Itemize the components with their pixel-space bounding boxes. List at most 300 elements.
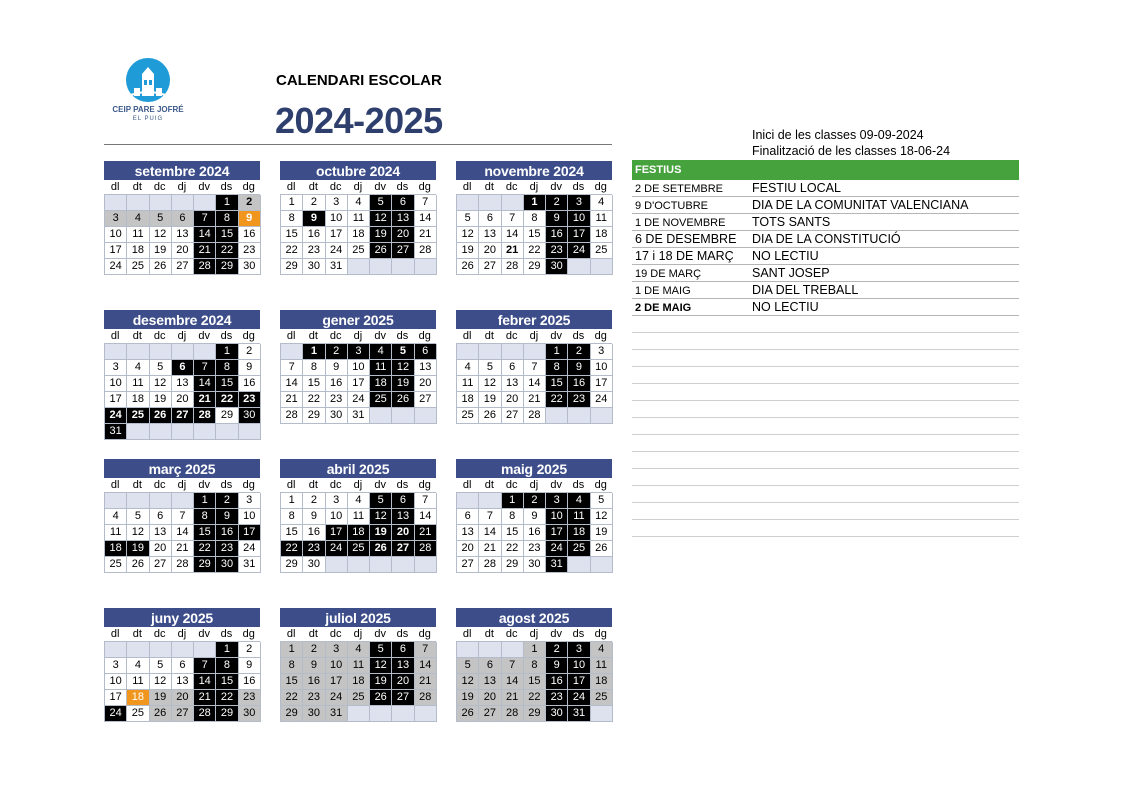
- day-cell: 24: [326, 690, 348, 706]
- weekday-label: dg: [418, 181, 431, 193]
- day-cell: 2: [303, 195, 325, 211]
- empty-day-cell: [479, 344, 501, 360]
- day-cell: 22: [281, 243, 303, 259]
- festiu-date: 6 DE DESEMBRE: [635, 232, 737, 246]
- weekday-label: dg: [418, 628, 431, 640]
- weekday-label: dt: [484, 330, 494, 342]
- school-logo: [104, 58, 192, 128]
- day-grid: [456, 641, 612, 722]
- day-cell: 26: [479, 408, 501, 424]
- day-cell: 17: [591, 376, 613, 392]
- day-cell: 24: [568, 243, 590, 259]
- day-cell: 26: [150, 259, 172, 275]
- day-cell: 6: [172, 360, 194, 376]
- day-cell: 23: [546, 243, 568, 259]
- empty-day-cell: [194, 195, 216, 211]
- empty-day-cell: [194, 642, 216, 658]
- festius-rows: [632, 180, 1019, 537]
- weekday-label: dj: [529, 181, 539, 193]
- day-cell: 20: [479, 243, 501, 259]
- day-cell: 16: [524, 525, 546, 541]
- day-cell: 12: [150, 674, 172, 690]
- day-cell: 30: [303, 706, 325, 722]
- day-cell: 9: [524, 509, 546, 525]
- empty-day-cell: [479, 493, 501, 509]
- empty-day-cell: [591, 706, 613, 722]
- day-cell: 30: [546, 706, 568, 722]
- day-cell: 4: [568, 493, 590, 509]
- day-cell: 28: [502, 706, 524, 722]
- day-cell: 18: [105, 541, 127, 557]
- weekday-label: dc: [329, 479, 342, 491]
- weekday-header: [280, 180, 436, 194]
- day-cell: 6: [502, 360, 524, 376]
- day-cell: 13: [479, 227, 501, 243]
- weekday-label: dt: [308, 330, 318, 342]
- empty-day-cell: [457, 344, 479, 360]
- festiu-empty-row: [632, 316, 1019, 333]
- day-cell: 15: [524, 674, 546, 690]
- day-cell: 14: [415, 211, 437, 227]
- day-cell: 5: [127, 509, 149, 525]
- day-cell: 3: [591, 344, 613, 360]
- day-cell: 25: [348, 541, 370, 557]
- weekday-label: dj: [529, 330, 539, 342]
- day-cell: 24: [348, 392, 370, 408]
- day-cell: 15: [502, 525, 524, 541]
- day-cell: 6: [392, 493, 414, 509]
- day-cell: 30: [546, 259, 568, 275]
- month-calendar: [104, 459, 260, 573]
- day-cell: 20: [172, 690, 194, 706]
- day-cell: 15: [194, 525, 216, 541]
- festiu-date: 2 DE MAIG: [635, 302, 692, 314]
- day-cell: 29: [524, 706, 546, 722]
- day-cell: 14: [194, 227, 216, 243]
- weekday-header: [280, 478, 436, 492]
- day-cell: 6: [392, 195, 414, 211]
- festiu-empty-row: [632, 503, 1019, 520]
- day-cell: 23: [216, 541, 238, 557]
- day-cell: 11: [348, 658, 370, 674]
- empty-day-cell: [370, 706, 392, 722]
- weekday-label: dg: [242, 330, 255, 342]
- day-cell: 1: [524, 195, 546, 211]
- day-cell: 21: [524, 392, 546, 408]
- day-cell: 21: [281, 392, 303, 408]
- day-cell: 22: [216, 392, 238, 408]
- day-cell: 27: [502, 408, 524, 424]
- day-cell: 22: [546, 392, 568, 408]
- weekday-header: [456, 180, 612, 194]
- day-cell: 6: [150, 509, 172, 525]
- day-cell: 17: [105, 690, 127, 706]
- day-cell: 1: [303, 344, 325, 360]
- weekday-label: dj: [177, 330, 187, 342]
- empty-day-cell: [194, 424, 216, 440]
- day-cell: 27: [392, 243, 414, 259]
- weekday-label: dv: [198, 479, 210, 491]
- weekday-label: dv: [374, 479, 386, 491]
- day-cell: 4: [370, 344, 392, 360]
- day-cell: 30: [326, 408, 348, 424]
- day-cell: 27: [172, 408, 194, 424]
- day-cell: 9: [326, 360, 348, 376]
- day-cell: 4: [127, 360, 149, 376]
- festiu-row: [632, 282, 1019, 299]
- day-cell: 20: [150, 541, 172, 557]
- day-cell: 9: [216, 509, 238, 525]
- day-cell: 9: [303, 211, 325, 227]
- festiu-date: 1 DE NOVEMBRE: [635, 217, 726, 229]
- day-cell: 24: [105, 259, 127, 275]
- day-cell: 19: [457, 690, 479, 706]
- weekday-label: ds: [572, 181, 585, 193]
- festiu-empty-row: [632, 384, 1019, 401]
- empty-day-cell: [150, 493, 172, 509]
- day-cell: 13: [172, 227, 194, 243]
- day-cell: 16: [239, 227, 261, 243]
- day-cell: 23: [303, 541, 325, 557]
- empty-day-cell: [172, 424, 194, 440]
- day-cell: 25: [127, 408, 149, 424]
- weekday-header: [456, 329, 612, 343]
- festiu-empty-row: [632, 333, 1019, 350]
- title-divider: [104, 144, 612, 145]
- day-cell: 10: [546, 509, 568, 525]
- day-cell: 23: [524, 541, 546, 557]
- day-cell: 9: [568, 360, 590, 376]
- day-cell: 11: [591, 658, 613, 674]
- day-cell: 21: [172, 541, 194, 557]
- month-calendar: [456, 459, 612, 573]
- day-cell: 21: [194, 243, 216, 259]
- day-cell: 14: [281, 376, 303, 392]
- empty-day-cell: [392, 408, 414, 424]
- day-cell: 30: [303, 259, 325, 275]
- day-cell: 14: [479, 525, 501, 541]
- day-cell: 17: [105, 243, 127, 259]
- weekday-label: dc: [505, 479, 518, 491]
- day-cell: 7: [479, 509, 501, 525]
- weekday-label: dv: [374, 330, 386, 342]
- day-cell: 11: [348, 211, 370, 227]
- weekday-label: dl: [462, 628, 472, 640]
- month-title: gener 2025: [280, 310, 436, 329]
- empty-day-cell: [348, 557, 370, 573]
- day-cell: 5: [457, 211, 479, 227]
- day-cell: 13: [457, 525, 479, 541]
- day-cell: 31: [348, 408, 370, 424]
- festiu-row: [632, 299, 1019, 316]
- weekday-label: dt: [308, 479, 318, 491]
- month-title: desembre 2024: [104, 310, 260, 329]
- month-title: octubre 2024: [280, 161, 436, 180]
- day-cell: 5: [457, 658, 479, 674]
- festiu-name: SANT JOSEP: [752, 266, 830, 280]
- day-cell: 18: [591, 227, 613, 243]
- day-cell: 4: [591, 195, 613, 211]
- day-cell: 29: [524, 259, 546, 275]
- day-cell: 7: [502, 211, 524, 227]
- month-calendar: [280, 459, 436, 573]
- day-cell: 7: [194, 211, 216, 227]
- weekday-label: ds: [220, 330, 233, 342]
- empty-day-cell: [105, 642, 127, 658]
- day-cell: 1: [194, 493, 216, 509]
- empty-day-cell: [150, 424, 172, 440]
- day-cell: 5: [150, 658, 172, 674]
- empty-day-cell: [502, 344, 524, 360]
- day-cell: 7: [281, 360, 303, 376]
- weekday-label: dt: [132, 330, 142, 342]
- day-cell: 9: [546, 658, 568, 674]
- info-block: [752, 127, 950, 159]
- weekday-label: dv: [374, 628, 386, 640]
- day-cell: 11: [568, 509, 590, 525]
- day-cell: 21: [479, 541, 501, 557]
- weekday-header: [280, 627, 436, 641]
- day-cell: 22: [502, 541, 524, 557]
- weekday-label: dt: [484, 628, 494, 640]
- day-cell: 3: [546, 493, 568, 509]
- festiu-name: DIA DE LA CONSTITUCIÓ: [752, 232, 901, 246]
- weekday-header: [104, 329, 260, 343]
- day-cell: 20: [502, 392, 524, 408]
- empty-day-cell: [172, 344, 194, 360]
- weekday-header: [456, 478, 612, 492]
- day-cell: 24: [591, 392, 613, 408]
- day-cell: 19: [591, 525, 613, 541]
- day-cell: 22: [216, 690, 238, 706]
- day-cell: 27: [392, 690, 414, 706]
- day-cell: 16: [326, 376, 348, 392]
- day-cell: 7: [415, 195, 437, 211]
- empty-day-cell: [546, 408, 568, 424]
- day-grid: [280, 641, 436, 722]
- day-cell: 14: [524, 376, 546, 392]
- day-cell: 4: [127, 211, 149, 227]
- festiu-date: 19 DE MARÇ: [635, 268, 702, 280]
- weekday-label: dg: [594, 479, 607, 491]
- day-cell: 10: [568, 211, 590, 227]
- festiu-row: [632, 231, 1019, 248]
- weekday-label: dg: [418, 479, 431, 491]
- weekday-label: dc: [329, 330, 342, 342]
- day-cell: 19: [127, 541, 149, 557]
- day-cell: 22: [281, 690, 303, 706]
- weekday-label: dg: [594, 181, 607, 193]
- weekday-label: dl: [286, 479, 296, 491]
- day-cell: 12: [370, 658, 392, 674]
- day-cell: 27: [172, 706, 194, 722]
- weekday-label: dj: [529, 479, 539, 491]
- day-cell: 23: [239, 243, 261, 259]
- day-cell: 23: [326, 392, 348, 408]
- empty-day-cell: [502, 642, 524, 658]
- weekday-label: dj: [353, 628, 363, 640]
- day-cell: 21: [415, 674, 437, 690]
- empty-day-cell: [568, 557, 590, 573]
- day-cell: 8: [216, 360, 238, 376]
- day-cell: 18: [348, 227, 370, 243]
- empty-day-cell: [591, 557, 613, 573]
- day-cell: 15: [216, 227, 238, 243]
- day-cell: 20: [172, 243, 194, 259]
- empty-day-cell: [415, 259, 437, 275]
- day-cell: 27: [415, 392, 437, 408]
- day-cell: 25: [457, 408, 479, 424]
- day-cell: 16: [303, 525, 325, 541]
- day-cell: 14: [502, 674, 524, 690]
- day-cell: 19: [370, 227, 392, 243]
- weekday-label: dl: [110, 628, 120, 640]
- festiu-row: [632, 197, 1019, 214]
- day-cell: 8: [546, 360, 568, 376]
- month-calendar: [104, 161, 260, 275]
- day-cell: 17: [239, 525, 261, 541]
- day-cell: 12: [479, 376, 501, 392]
- day-cell: 24: [105, 706, 127, 722]
- day-cell: 20: [392, 674, 414, 690]
- day-cell: 2: [546, 195, 568, 211]
- festiu-empty-row: [632, 452, 1019, 469]
- day-cell: 30: [216, 557, 238, 573]
- day-cell: 1: [281, 642, 303, 658]
- day-cell: 11: [127, 674, 149, 690]
- day-cell: 12: [127, 525, 149, 541]
- weekday-label: dj: [353, 181, 363, 193]
- empty-day-cell: [479, 195, 501, 211]
- day-cell: 7: [194, 658, 216, 674]
- day-cell: 10: [105, 674, 127, 690]
- day-cell: 3: [105, 211, 127, 227]
- day-cell: 9: [303, 509, 325, 525]
- empty-day-cell: [568, 408, 590, 424]
- day-cell: 31: [239, 557, 261, 573]
- day-cell: 3: [326, 195, 348, 211]
- day-cell: 15: [281, 227, 303, 243]
- empty-day-cell: [127, 195, 149, 211]
- month-title: novembre 2024: [456, 161, 612, 180]
- day-cell: 24: [546, 541, 568, 557]
- day-cell: 28: [194, 408, 216, 424]
- empty-day-cell: [239, 424, 261, 440]
- day-cell: 14: [502, 227, 524, 243]
- classes-end: Finalització de les classes 18-06-24: [752, 144, 951, 158]
- day-cell: 21: [502, 690, 524, 706]
- weekday-header: [280, 329, 436, 343]
- month-calendar: [280, 608, 436, 722]
- day-cell: 28: [415, 243, 437, 259]
- day-cell: 17: [326, 525, 348, 541]
- day-cell: 5: [392, 344, 414, 360]
- day-cell: 25: [127, 259, 149, 275]
- weekday-label: dc: [153, 628, 166, 640]
- festiu-name: TOTS SANTS: [752, 215, 831, 229]
- day-grid: [456, 343, 612, 424]
- day-cell: 29: [281, 706, 303, 722]
- day-cell: 24: [326, 243, 348, 259]
- day-cell: 29: [216, 259, 238, 275]
- empty-day-cell: [172, 195, 194, 211]
- day-cell: 25: [591, 243, 613, 259]
- day-cell: 23: [239, 392, 261, 408]
- weekday-label: ds: [396, 628, 409, 640]
- weekday-label: dl: [286, 330, 296, 342]
- day-cell: 2: [303, 493, 325, 509]
- day-cell: 13: [392, 658, 414, 674]
- day-cell: 10: [568, 658, 590, 674]
- day-cell: 11: [457, 376, 479, 392]
- day-cell: 19: [150, 392, 172, 408]
- day-cell: 3: [568, 195, 590, 211]
- festiu-name: DIA DE LA COMUNITAT VALENCIANA: [752, 198, 969, 212]
- day-cell: 9: [239, 658, 261, 674]
- day-cell: 18: [370, 376, 392, 392]
- month-title: juliol 2025: [280, 608, 436, 627]
- day-cell: 17: [348, 376, 370, 392]
- day-cell: 28: [479, 557, 501, 573]
- weekday-label: dv: [550, 479, 562, 491]
- day-cell: 17: [546, 525, 568, 541]
- empty-day-cell: [392, 706, 414, 722]
- empty-day-cell: [105, 493, 127, 509]
- day-cell: 19: [392, 376, 414, 392]
- day-cell: 2: [239, 344, 261, 360]
- day-cell: 20: [172, 392, 194, 408]
- weekday-label: dt: [484, 181, 494, 193]
- day-cell: 4: [348, 642, 370, 658]
- day-grid: [280, 194, 436, 275]
- festiu-date: 1 DE MAIG: [635, 285, 691, 297]
- month-title: març 2025: [104, 459, 260, 478]
- day-cell: 31: [326, 706, 348, 722]
- day-cell: 21: [194, 690, 216, 706]
- day-cell: 23: [546, 690, 568, 706]
- empty-day-cell: [370, 557, 392, 573]
- day-cell: 8: [216, 211, 238, 227]
- month-calendar: [456, 161, 612, 275]
- day-cell: 14: [194, 674, 216, 690]
- day-cell: 24: [105, 408, 127, 424]
- weekday-label: dt: [132, 181, 142, 193]
- day-cell: 6: [172, 211, 194, 227]
- day-cell: 24: [326, 541, 348, 557]
- festiu-date: 17 i 18 DE MARÇ: [635, 249, 734, 263]
- day-cell: 3: [326, 493, 348, 509]
- empty-day-cell: [457, 642, 479, 658]
- weekday-label: dj: [177, 628, 187, 640]
- day-cell: 9: [239, 211, 261, 227]
- day-cell: 18: [127, 690, 149, 706]
- weekday-label: dj: [529, 628, 539, 640]
- empty-day-cell: [415, 706, 437, 722]
- day-cell: 12: [150, 227, 172, 243]
- weekday-label: dj: [353, 479, 363, 491]
- day-cell: 20: [415, 376, 437, 392]
- day-cell: 22: [524, 243, 546, 259]
- day-cell: 22: [524, 690, 546, 706]
- day-cell: 23: [239, 690, 261, 706]
- day-cell: 16: [239, 674, 261, 690]
- day-cell: 10: [105, 227, 127, 243]
- day-cell: 27: [150, 557, 172, 573]
- weekday-header: [104, 627, 260, 641]
- weekday-header: [104, 180, 260, 194]
- day-cell: 16: [568, 376, 590, 392]
- day-cell: 10: [591, 360, 613, 376]
